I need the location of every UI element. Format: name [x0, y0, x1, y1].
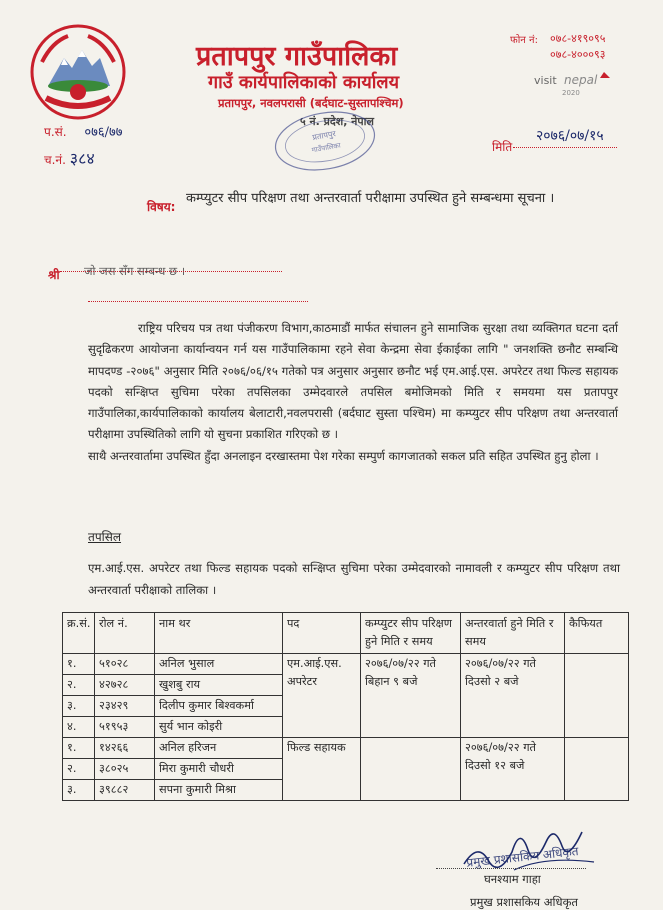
svg-text:प्रतापपुर: प्रतापपुर	[311, 129, 337, 143]
header-sn: क्र.सं.	[63, 613, 95, 654]
signature-stamp-text: प्रमुख प्रशासकिय अधिकृत	[465, 844, 580, 870]
cell-roll: १४२६६	[95, 738, 155, 759]
chalani-value: ३८४	[69, 149, 95, 168]
body-paragraph-2: साथै अन्तरवार्तामा उपस्थित हुँदा अनलाइन दरखास्तमा पेश गरेका सम्पुर्ण कागजातको सकल प्रति सहित उपस्थित हुनु होला ।	[88, 448, 599, 463]
svg-text:2020: 2020	[562, 89, 580, 97]
signature-dotted-line	[436, 868, 586, 869]
cell-roll: ५१९५३	[95, 717, 155, 738]
visit-nepal-logo	[534, 68, 630, 98]
cell-roll: ३८०२५	[95, 759, 155, 780]
header-roll: रोल नं.	[95, 613, 155, 654]
office-stamp-icon	[270, 108, 380, 174]
signatory-title: प्रमुख प्रशासकिय अधिकृत	[470, 895, 578, 909]
cell-name: सपना कुमारी मिश्रा	[155, 780, 283, 801]
chalani-label: च.नं.	[44, 153, 66, 167]
body-text	[88, 318, 618, 467]
recipient-dotted-line-1	[60, 271, 282, 272]
table-row	[63, 654, 629, 675]
tapsil-intro: एम.आई.एस. अपरेटर तथा फिल्ड सहायक पदको सन्क्षिप्त सुचिमा परेका उम्मेदवारको नामावली र कम्प्युटर सीप परिक्षण तथा अन्तरवार्ता परीक्षाको तालिका ।	[88, 561, 620, 597]
phone-label: फोन नं:	[510, 35, 538, 46]
cell-roll: ५१०२८	[95, 654, 155, 675]
header-remarks: कैफियत	[565, 613, 629, 654]
cell-sn: १.	[63, 738, 95, 759]
cell-remarks-group1	[565, 654, 629, 738]
cell-roll: २३४२९	[95, 696, 155, 717]
subject-label: विषय:	[147, 200, 176, 214]
cell-name: अनिल भुसाल	[155, 654, 283, 675]
cell-computer-test-group1: २०७६/०७/२२ गते बिहान ९ बजे	[361, 654, 461, 738]
cell-sn: २.	[63, 759, 95, 780]
patra-sankhya-value: ०७६/७७	[84, 125, 123, 140]
cell-sn: ३.	[63, 780, 95, 801]
cell-post-group2: फिल्ड सहायक	[283, 738, 361, 801]
cell-sn: २.	[63, 675, 95, 696]
cell-sn: १.	[63, 654, 95, 675]
cell-name: अनिल हरिजन	[155, 738, 283, 759]
cell-remarks-group2	[565, 738, 629, 801]
patra-sankhya	[44, 122, 123, 140]
header-name: नाम थर	[155, 613, 283, 654]
cell-computer-test-group2	[361, 738, 461, 801]
phone-number-1: ०७८-४१९०९५	[550, 32, 606, 45]
header-post: पद	[283, 613, 361, 654]
table-row	[63, 738, 629, 759]
nepal-emblem-icon	[28, 22, 128, 122]
svg-text:गाउँपालिका: गाउँपालिका	[311, 141, 342, 155]
cell-post-group1: एम.आई.एस. अपरेटर	[283, 654, 361, 738]
svg-text:nepal: nepal	[564, 73, 598, 87]
tapsil-heading: तपसिल	[88, 530, 122, 544]
date-label: मिति	[492, 140, 513, 154]
body-paragraph-1: राष्ट्रिय परिचय पत्र तथा पंजीकरण विभाग,काठमाडौं मार्फत संचालन हुने सामाजिक सुरक्षा तथा व्यक्तिगत घटना दर्ता सुदृढिकरण आयोजना कार्यान्वयन गर्न यस गाउँपालिकामा रहने सेवा केन्द्रमा सेवा ईकाईका लागि " जनशक्ति छनौट सम्बन्धि मापदण्ड -२०७६" अनुसार मिति २०७६/०६/१५ गतेको पत्र अनुसार अनुसार छनौट भई एम.आई.एस. अपरेटर तथा फिल्ड सहायक पदको सन्क्षिप्त सुचिमा परेका तपसिलका उम्मेदवारले तपसिल बमोजिमको मिति र समयमा यस प्रतापपुर गाउँपालिका,कार्यपालिकाको कार्यालय बेलाटारी,नवलपरासी (बर्दघाट सुस्ता पश्चिम) मा कम्प्युटर सीप परिक्षण तथा अन्तरवार्ता परीक्षामा उपस्थितिको लागि यो सुचना प्रकाशित गरिएको छ ।	[88, 321, 618, 442]
cell-name: दिलीप कुमार बिश्वकर्मा	[155, 696, 283, 717]
phone-number-2: ०७८-४०००९३	[550, 48, 606, 61]
recipient-text: जो जस सँग सम्बन्ध छ ।	[84, 264, 186, 278]
office-address: प्रतापपुर, नवलपरासी (बर्दघाट-सुस्तापश्चिम)	[218, 96, 404, 110]
svg-text:visit: visit	[534, 74, 557, 87]
table-header-row	[63, 613, 629, 654]
header-interview: अन्तरवार्ता हुने मिति र समय	[461, 613, 565, 654]
cell-roll: ३९८८२	[95, 780, 155, 801]
date-value: २०७६/०७/१५	[536, 128, 604, 144]
schedule-table	[62, 612, 629, 801]
office-title: प्रतापपुर गाउँपालिका	[196, 41, 398, 72]
cell-sn: ३.	[63, 696, 95, 717]
recipient-prefix: श्री	[48, 268, 60, 282]
cell-interview-group1: २०७६/०७/२२ गते दिउसो २ बजे	[461, 654, 565, 738]
cell-sn: ४.	[63, 717, 95, 738]
cell-name: सुर्य भान कोइरी	[155, 717, 283, 738]
cell-name: मिरा कुमारी चौधरी	[155, 759, 283, 780]
chalani-number	[44, 147, 95, 169]
office-province: ५ नं. प्रदेश, नेपाल	[300, 115, 374, 128]
recipient-dotted-line-2	[88, 301, 308, 302]
cell-name: खुशबु राय	[155, 675, 283, 696]
header-computer-test: कम्प्युटर सीप परिक्षण हुने मिति र समय	[361, 613, 461, 654]
office-subtitle: गाउँ कार्यपालिकाको कार्यालय	[208, 72, 400, 93]
patra-sankhya-label: प.सं.	[44, 125, 67, 139]
subject-text: कम्प्युटर सीप परिक्षण तथा अन्तरवार्ता परीक्षामा उपस्थित हुने सम्बन्धमा सूचना ।	[186, 191, 555, 206]
signatory-name: घनश्याम गाहा	[484, 872, 541, 886]
cell-interview-group2: २०७६/०७/२२ गते दिउसो १२ बजे	[461, 738, 565, 801]
cell-roll: ४२७२८	[95, 675, 155, 696]
